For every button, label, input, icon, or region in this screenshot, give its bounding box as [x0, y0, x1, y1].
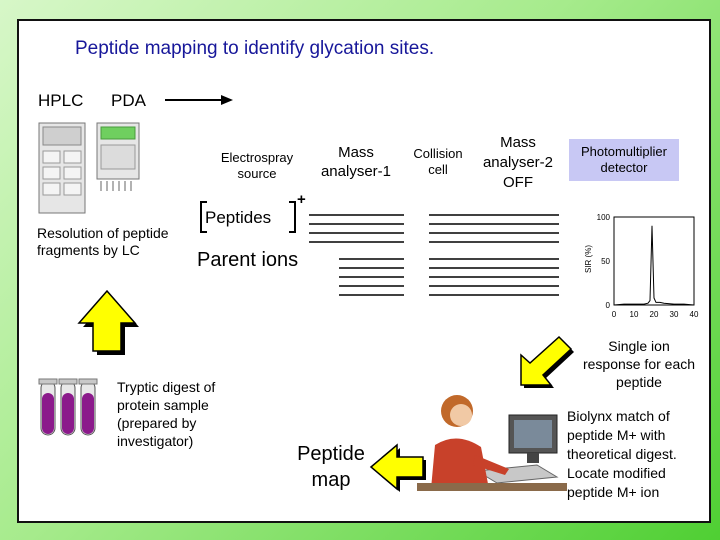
electrospray-source-label: Electrospray source: [207, 149, 307, 183]
lc-up-arrow: [67, 287, 147, 355]
sir-x-tick-2: 20: [649, 310, 659, 319]
collision-cell-label: Collision cell: [407, 145, 469, 179]
pda-label: PDA: [111, 91, 146, 110]
sir-y-tick-2: 100: [596, 213, 610, 222]
parent-ions-label: Parent ions: [197, 249, 299, 271]
test-tubes-icon: [39, 379, 109, 439]
sir-chart: [574, 209, 699, 339]
mass-analyser-2-label: Mass analyser-2 OFF: [475, 133, 561, 193]
sir-y-tick-1: 50: [601, 257, 610, 266]
slide: [17, 19, 711, 523]
plus-sign: +: [297, 191, 306, 208]
peptide-map-label: Peptide map: [297, 443, 365, 491]
hplc-label: HPLC: [38, 91, 84, 110]
sir-x-tick-4: 40: [689, 310, 699, 319]
single-ion-label: Single ion response for each peptide: [582, 338, 696, 390]
tryptic-digest-label: Tryptic digest of protein sample (prepared by investigator): [117, 379, 216, 449]
photomultiplier-detector-box: Photomultiplier detector: [569, 139, 679, 181]
resolution-label: Resolution of peptide fragments by LC: [37, 225, 169, 258]
sir-x-tick-3: 30: [669, 310, 679, 319]
sir-x-tick-1: 10: [629, 310, 639, 319]
mass-analyser-1-label: Mass analyser-1: [311, 141, 401, 183]
sir-series-line: [614, 226, 694, 305]
biolynx-label: Biolynx match of peptide M+ with theoretical digest. Locate modified peptide M+ ion: [567, 408, 677, 500]
sir-y-tick-0: 0: [605, 301, 610, 310]
sir-axis-label: SIR (%): [584, 245, 593, 273]
peptides-label: Peptides: [205, 208, 272, 227]
page-title: Peptide mapping to identify glycation sites.: [75, 38, 435, 59]
computer-user-icon: [417, 385, 567, 497]
sir-x-tick-0: 0: [611, 310, 617, 319]
